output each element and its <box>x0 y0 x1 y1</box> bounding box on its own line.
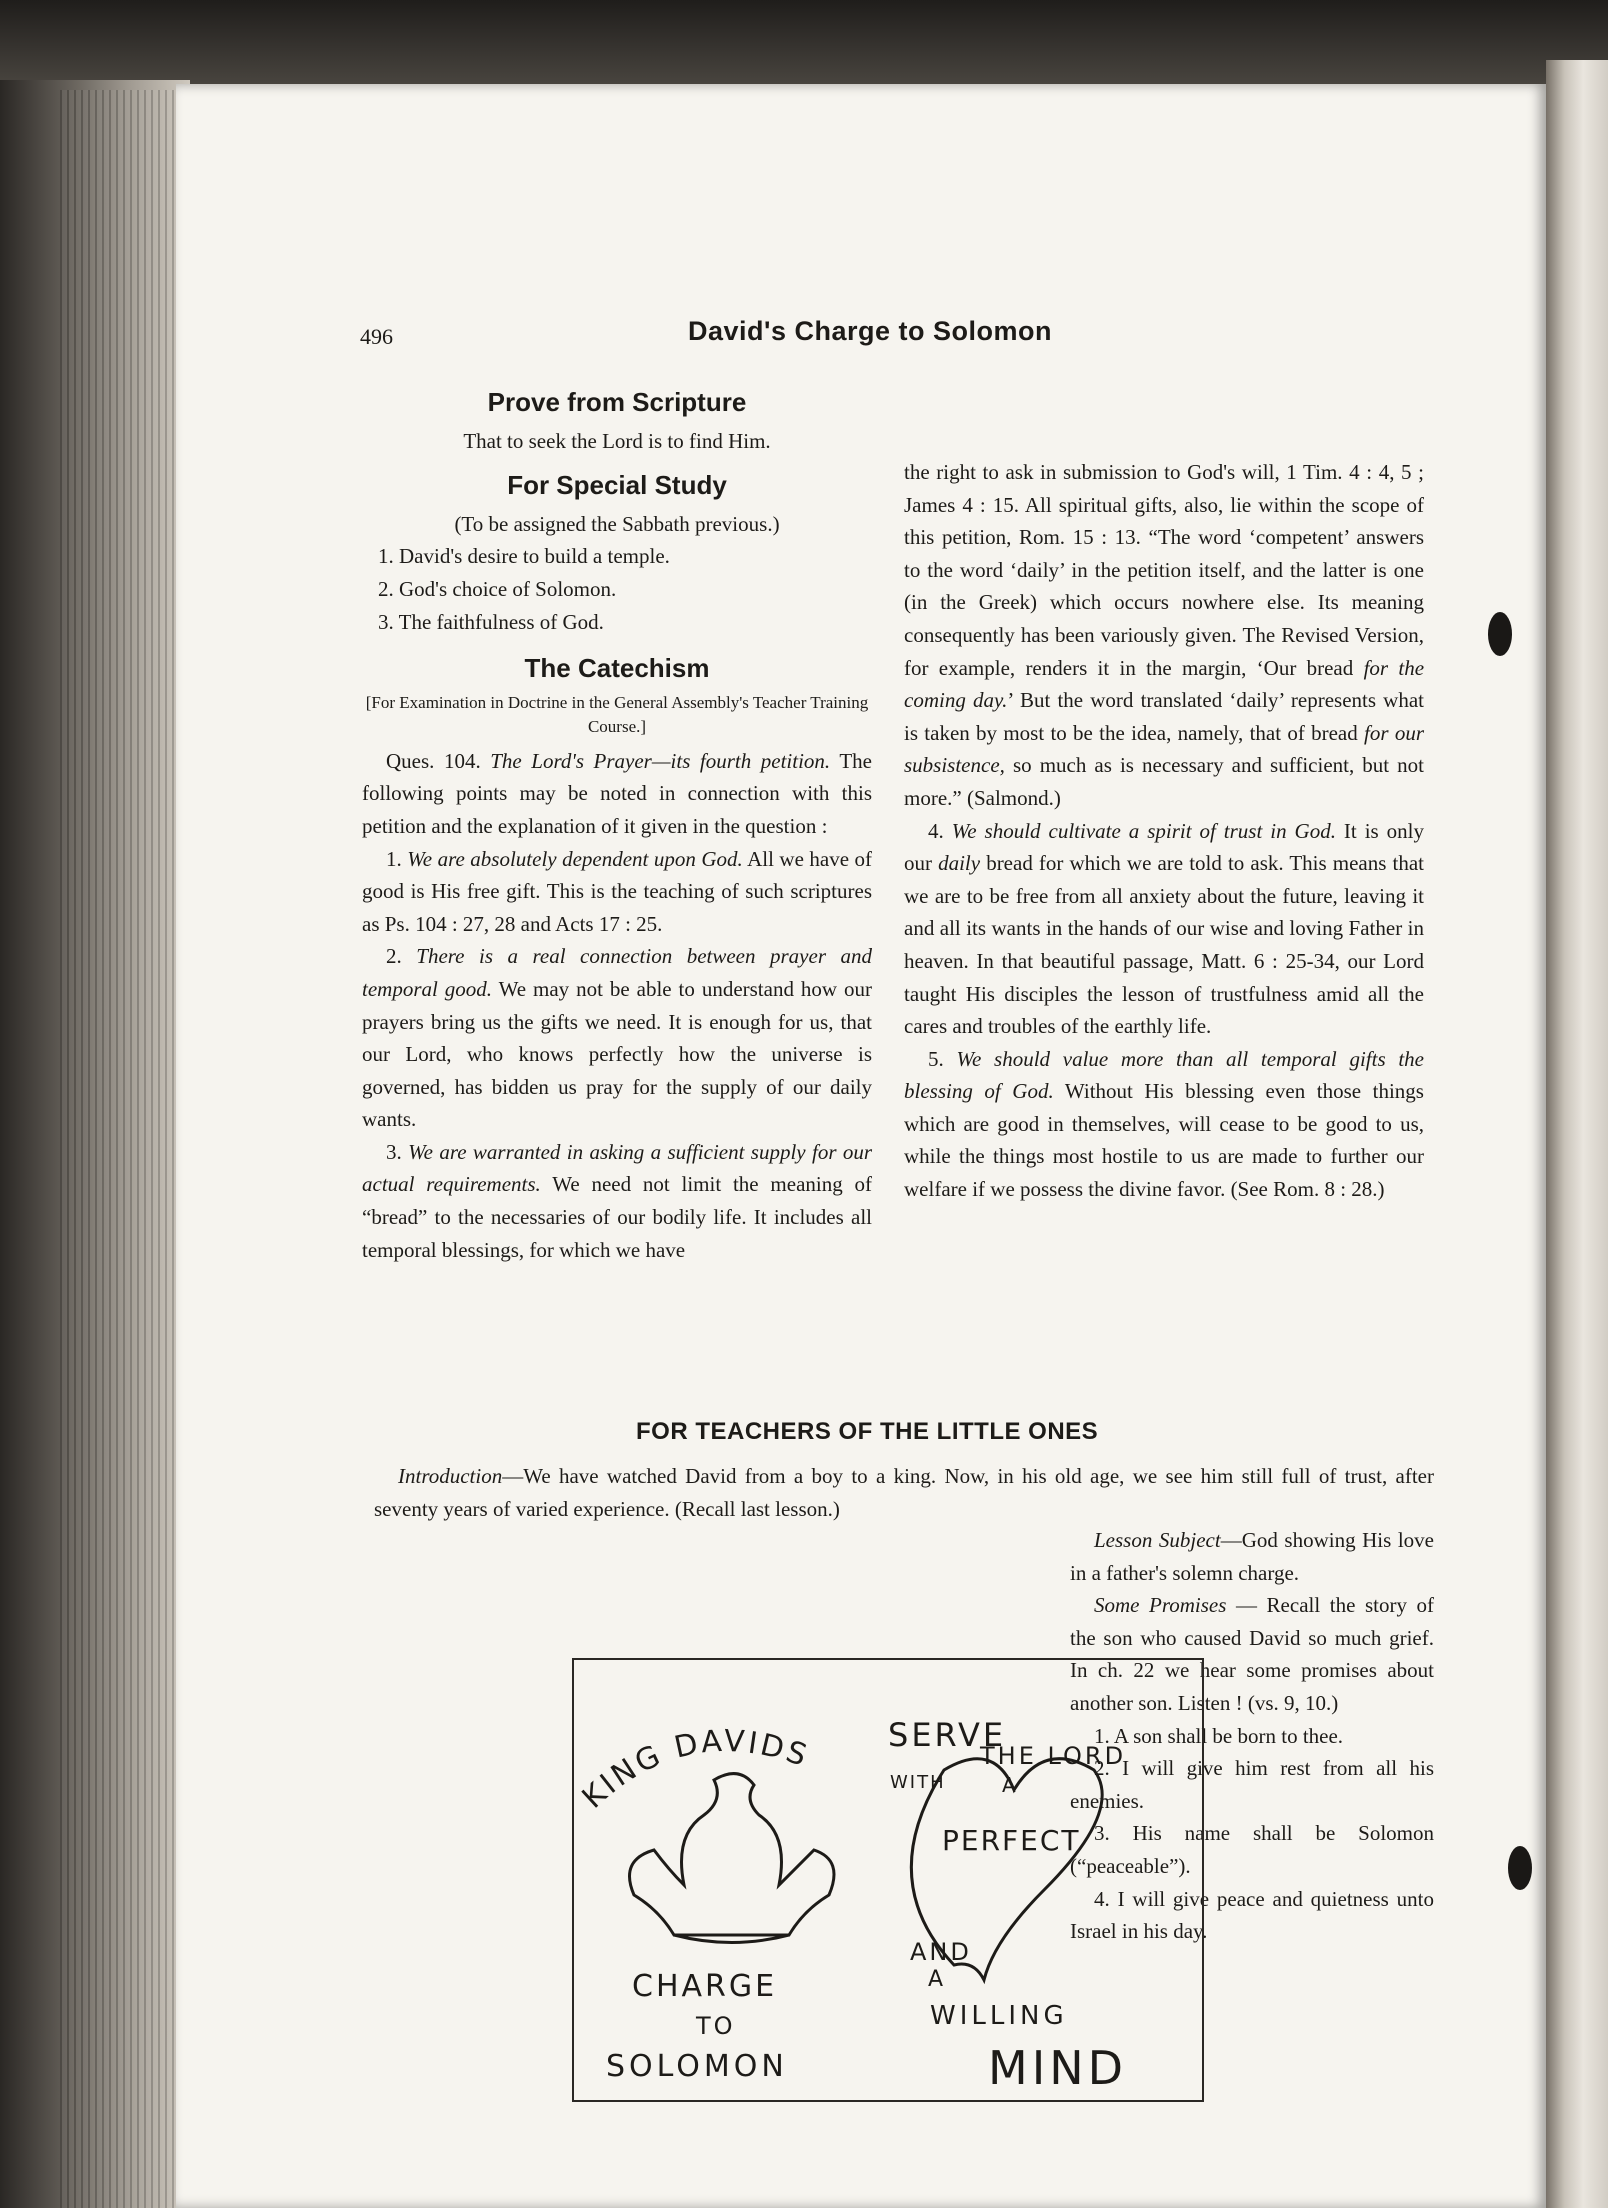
with-text: WITH <box>890 1772 946 1793</box>
promise-item-3: 3. His name shall be Solomon (“peaceable”). <box>1070 1821 1434 1878</box>
prove-heading: Prove from Scripture <box>487 387 747 417</box>
continued-emphasis: for our subsistence, <box>904 720 1424 778</box>
special-study-heading: For Special Study <box>507 470 727 501</box>
catechism-point-2 <box>362 940 872 1136</box>
catechism-point-3-continued <box>904 456 1424 815</box>
continued-text: ’ But the word translated ‘daily’ represents what is taken by most to be the idea, namely, that of bread <box>904 688 1425 745</box>
point-number: 4. <box>928 818 944 843</box>
point-text: All we have of good is His free gift. This is the teaching of such scriptures as Ps. 104 : 27, 28 and Acts 17 : 25. <box>362 846 872 936</box>
point-text: We need not limit the meaning of “bread” to the necessaries of our bodily life. It includes all temporal blessings, for which we have <box>362 1172 873 1262</box>
crown-icon <box>630 1774 835 1935</box>
scan-top-shadow <box>0 0 1608 90</box>
point-number: 3. <box>386 1139 402 1164</box>
and-text: AND <box>910 1938 972 1966</box>
subject-label: Lesson Subject <box>1094 1528 1221 1552</box>
special-item-2: 2. God's choice of Solomon. <box>378 576 617 601</box>
point-emphasis: We should value more than all temporal gifts the blessing of God. <box>904 1046 1424 1104</box>
promises-text: — Recall the story of the son who caused David so much grief. In ch. 22 we hear some promises about another son. Listen ! (vs. 9, 10.) <box>1070 1593 1434 1715</box>
promises-label: Some Promises <box>1094 1593 1227 1618</box>
point-number: 2. <box>386 944 402 969</box>
the-lord-text: THE LORD <box>980 1742 1127 1770</box>
point-emphasis: We should cultivate a spirit of trust in God. <box>951 818 1336 843</box>
arc-text: KING DAVIDS <box>575 1723 814 1816</box>
charge-text: CHARGE <box>632 1969 778 2004</box>
catechism-note: [For Examination in Doctrine in the General Assembly's Teacher Training Course.] <box>365 692 869 736</box>
question-lead: Ques. 104. <box>386 748 481 773</box>
continued-text: the right to ask in submission to God's will, 1 Tim. 4 : 4, 5 ; James 4 : 15. All spiritual gifts, also, lie within the scope of this petition, Rom. 15 : 13. “The word ‘competent’ answers to the word ‘daily’ in the petition itself, and the latter is one (in the Greek) which occurs nowhere else. Its meaning consequently has been variously given. The Revised Version, for example, renders it in the margin, ‘Our bread <box>904 460 1424 680</box>
catechism-point-4 <box>904 815 1424 1043</box>
right-column <box>904 456 1424 1206</box>
special-item-3: 3. The faithfulness of God. <box>378 609 604 634</box>
prove-text: That to seek the Lord is to find Him. <box>463 428 771 453</box>
blackboard-drawing <box>572 1658 1204 2102</box>
binding-hole-top <box>1488 612 1512 656</box>
intro-text: —We have watched David from a boy to a king. Now, in his old age, we see him still full of trust, after seventy years of varied experience. (Recall last lesson.) <box>374 1464 1434 1521</box>
left-column <box>362 386 872 1266</box>
serve-text: SERVE <box>888 1716 1007 1754</box>
book-page-edge-lines <box>60 90 190 2208</box>
special-item-1: 1. David's desire to build a temple. <box>378 544 670 569</box>
question-104 <box>362 745 872 843</box>
solomon-text: SOLOMON <box>606 2049 788 2084</box>
question-topic: The Lord's Prayer—its fourth petition. <box>490 748 831 773</box>
point-number: 1. <box>386 846 402 871</box>
continued-emphasis: for the coming day. <box>904 655 1425 713</box>
intro-label: Introduction <box>398 1464 503 1488</box>
king-davids-arc-text <box>576 1724 814 1816</box>
point-text: It is only our <box>904 818 1424 876</box>
promise-item-2: 2. I will give him rest from all his enemies. <box>1070 1756 1434 1813</box>
to-text: TO <box>696 2012 736 2040</box>
catechism-point-5 <box>904 1043 1424 1206</box>
promise-item-4: 4. I will give peace and quietness unto Israel in his day. <box>1070 1886 1434 1944</box>
promise-item-1: 1. A son shall be born to thee. <box>1094 1723 1344 1748</box>
binding-hole-bottom <box>1508 1846 1532 1890</box>
question-text: The following points may be noted in connection with this petition and the explanation of it given in the question : <box>362 748 872 838</box>
catechism-heading: The Catechism <box>524 653 710 684</box>
perfect-text: PERFECT <box>942 1824 1081 1857</box>
page-number: 496 <box>360 324 393 349</box>
point-emphasis: We are absolutely dependent upon God. <box>407 846 743 871</box>
book-page <box>176 84 1546 2208</box>
catechism-point-1 <box>362 843 872 941</box>
point-text: Without His blessing even those things which are good in themselves, will cease to be good to us, while the things most hostile to us are made to further our welfare if we possess the divine favor. (See Rom. 8 : 28.) <box>904 1079 1424 1202</box>
point-number: 5. <box>928 1046 944 1071</box>
lesson-subject <box>1070 1524 1434 1589</box>
subject-text: —God showing His love in a father's solemn charge. <box>1070 1528 1434 1585</box>
little-ones-title: FOR TEACHERS OF THE LITTLE ONES <box>636 1418 1099 1445</box>
point-emphasis: daily <box>938 851 981 876</box>
continued-text: so much as is necessary and sufficient, but not more.” (Salmond.) <box>904 753 1424 810</box>
catechism-point-3 <box>362 1136 872 1266</box>
running-title: David's Charge to Solomon <box>688 316 1052 346</box>
special-study-note: (To be assigned the Sabbath previous.) <box>454 511 780 536</box>
intro-paragraph <box>374 1460 1434 1525</box>
point-text: We may not be able to understand how our prayers bring us the gifts we need. It is enough for us, that our Lord, who knows perfectly how the universe is governed, has bidden us pray for the supply of our daily wants. <box>362 976 873 1132</box>
next-page-edge <box>1546 60 1608 2208</box>
little-ones-intro <box>374 1460 1434 1525</box>
point-emphasis: There is a real connection between prayer and temporal good. <box>362 944 872 1001</box>
mind-text: MIND <box>988 2041 1128 2095</box>
a-text-1: A <box>1002 1773 1016 1797</box>
drawing-svg <box>574 1660 1202 2100</box>
a-text-2: A <box>928 1967 944 1992</box>
point-text: bread for which we are told to ask. This means that we are to be free from all anxiety about the future, leaving it and all its wants in the hands of our wise and loving Father in heaven. In that beautiful passage, Matt. 6 : 25-34, our Lord taught His disciples the lesson of trustfulness amid all the cares and troubles of the earthly life. <box>904 851 1425 1039</box>
point-emphasis: We are warranted in asking a sufficient supply for our actual requirements. <box>362 1139 873 1197</box>
willing-text: WILLING <box>930 2001 1068 2031</box>
